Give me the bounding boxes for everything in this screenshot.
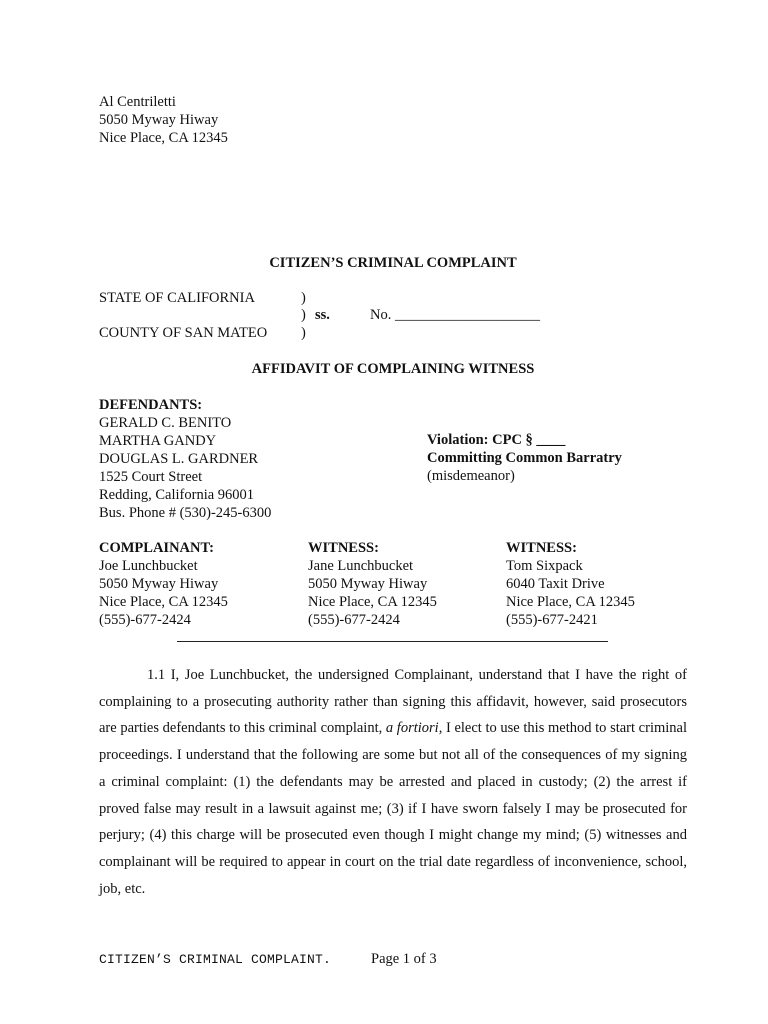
party-street: 5050 Myway Hiway [308,576,428,592]
party-phone: (555)-677-2424 [308,612,400,628]
sender-address [99,93,228,147]
witness-block [308,539,437,629]
paragraph-text: I elect to use this method to start criminal proceedings. I understand that the following are some but not all of the consequences of my signing a criminal complaint: (1) the defendants may be arrested and placed in custody; (2) the arrest if proved false may result in a lawsuit against me; (3) if I have sworn falsely I may be prosecuted for perjury; (4) this charge will be prosecuted even though I might change my mind; (5) witnesses and complainant will be required to appear in court on the trial date regardless of inconvenience, school, job, etc. [99,720,688,897]
violation-offense: Committing Common Barratry [427,450,622,466]
paragraph-italic-text: a fortiori, [385,720,443,737]
party-city: Nice Place, CA 12345 [99,594,228,610]
defendants-heading: DEFENDANTS: [99,397,203,413]
venue-paren: ) [301,290,306,306]
defendant-line: Bus. Phone # (530)-245-6300 [99,505,272,521]
party-heading: COMPLAINANT: [99,540,214,556]
defendant-line: GERALD C. BENITO [99,415,232,431]
party-city: Nice Place, CA 12345 [308,594,437,610]
paragraph-1-1 [99,662,687,902]
party-phone: (555)-677-2424 [99,612,191,628]
section-divider [177,641,608,642]
party-name: Joe Lunchbucket [99,558,198,574]
party-street: 5050 Myway Hiway [99,576,219,592]
case-number-field: No. ____________________ [370,307,540,323]
paragraph-text: 1.1 I, Joe Lunchbucket, the undersigned Complainant, understand that I have the right of complaining to a prosecuting authority rather than signing this affidavit, however, said prosecutors are parties defendants to this criminal complaint, [99,667,687,737]
venue-state: STATE OF CALIFORNIA [99,290,255,306]
defendant-line: 1525 Court Street [99,469,203,485]
sender-name: Al Centriletti [99,94,176,110]
party-phone: (555)-677-2421 [506,612,598,628]
venue-paren: ) [301,325,306,341]
complainant-block [99,539,228,629]
violation-classification: (misdemeanor) [427,468,515,484]
defendant-line: DOUGLAS L. GARDNER [99,451,259,467]
party-name: Tom Sixpack [506,558,583,574]
sender-street: 5050 Myway Hiway [99,112,219,128]
party-city: Nice Place, CA 12345 [506,594,635,610]
party-heading: WITNESS: [308,540,379,556]
defendants-block [99,396,271,522]
violation-label: Violation: CPC § ____ [427,432,566,448]
venue-paren: ) [301,307,306,323]
party-street: 6040 Taxit Drive [506,576,605,592]
party-heading: WITNESS: [506,540,577,556]
party-name: Jane Lunchbucket [308,558,414,574]
venue-county: COUNTY OF SAN MATEO [99,325,268,341]
violation-block [427,431,622,485]
venue-ss: ss. [315,307,330,323]
defendant-line: Redding, California 96001 [99,487,255,503]
document-title: CITIZEN’S CRIMINAL COMPLAINT [269,255,517,271]
footer-title: CITIZEN’S CRIMINAL COMPLAINT. [99,952,332,967]
affidavit-title: AFFIDAVIT OF COMPLAINING WITNESS [251,361,535,377]
witness-block [506,539,635,629]
sender-city: Nice Place, CA 12345 [99,130,228,146]
defendant-line: MARTHA GANDY [99,433,217,449]
page-number: Page 1 of 3 [371,951,437,967]
